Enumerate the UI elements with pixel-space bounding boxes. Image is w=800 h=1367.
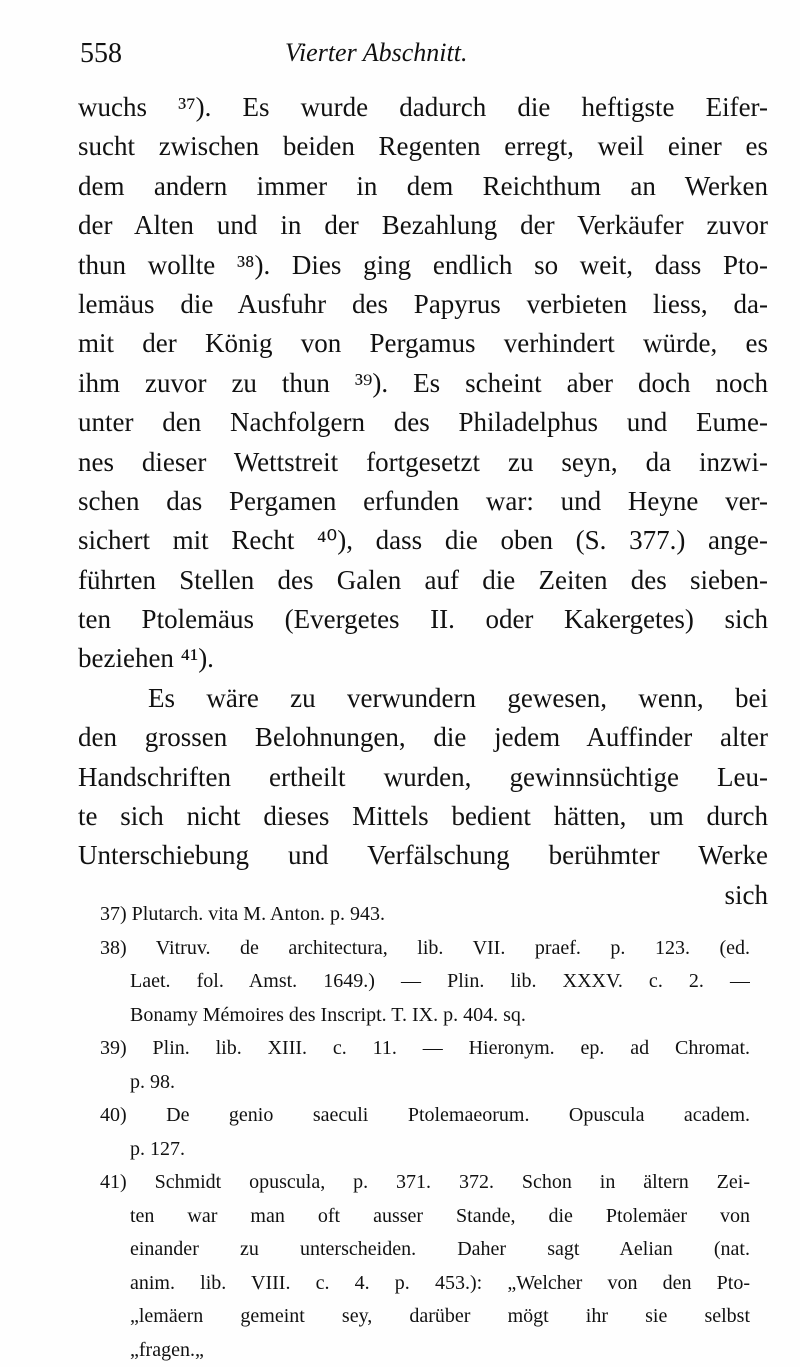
footnote-line: „lemäern gemeint sey, darüber mögt ihr sie selbst bbox=[100, 1300, 750, 1334]
footnote-line: einander zu unterscheiden. Daher sagt Aelian (nat. bbox=[100, 1233, 750, 1267]
footnote-line: „fragen.„ bbox=[100, 1334, 750, 1367]
footnote-line: 39) Plin. lib. XIII. c. 11. — Hieronym. ep. ad Chromat. bbox=[100, 1032, 750, 1066]
page-number: 558 bbox=[80, 38, 122, 70]
footnote-line: 38) Vitruv. de architectura, lib. VII. praef. p. 123. (ed. bbox=[100, 932, 750, 966]
text-line: führten Stellen des Galen auf die Zeiten des sieben- bbox=[78, 561, 768, 600]
text-line: unter den Nachfolgern des Philadelphus und Eume- bbox=[78, 403, 768, 442]
footnotes bbox=[100, 898, 750, 1367]
catchword: sich bbox=[78, 876, 768, 915]
text-line: thun wollte ³⁸). Dies ging endlich so weit, dass Pto- bbox=[78, 246, 768, 285]
text-line: te sich nicht dieses Mittels bedient hätten, um durch bbox=[78, 797, 768, 836]
footnote-line: 40) De genio saeculi Ptolemaeorum. Opuscula academ. bbox=[100, 1099, 750, 1133]
text-line: sichert mit Recht ⁴⁰), dass die oben (S. 377.) ange- bbox=[78, 521, 768, 560]
text-line: Es wäre zu verwundern gewesen, wenn, bei bbox=[78, 679, 768, 718]
footnote-line: Laet. fol. Amst. 1649.) — Plin. lib. XXXV. c. 2. — bbox=[100, 965, 750, 999]
footnote-line: p. 127. bbox=[100, 1133, 750, 1167]
text-line: Unterschiebung und Verfälschung berühmter Werke bbox=[78, 836, 768, 875]
text-line: dem andern immer in dem Reichthum an Werken bbox=[78, 167, 768, 206]
text-line: wuchs ³⁷). Es wurde dadurch die heftigste Eifer- bbox=[78, 88, 768, 127]
text-line: ihm zuvor zu thun ³⁹). Es scheint aber doch noch bbox=[78, 364, 768, 403]
footnote-line: anim. lib. VIII. c. 4. p. 453.): „Welcher von den Pto- bbox=[100, 1267, 750, 1301]
running-title: Vierter Abschnitt. bbox=[285, 38, 467, 68]
text-line: mit der König von Pergamus verhindert würde, es bbox=[78, 324, 768, 363]
text-line: beziehen ⁴¹). bbox=[78, 639, 768, 678]
text-line: schen das Pergamen erfunden war: und Heyne ver- bbox=[78, 482, 768, 521]
text-line: ten Ptolemäus (Evergetes II. oder Kakergetes) sich bbox=[78, 600, 768, 639]
footnote-line: 41) Schmidt opuscula, p. 371. 372. Schon in ältern Zei- bbox=[100, 1166, 750, 1200]
footnote-line: ten war man oft ausser Stande, die Ptolemäer von bbox=[100, 1200, 750, 1234]
main-text bbox=[78, 88, 768, 915]
text-line: sucht zwischen beiden Regenten erregt, weil einer es bbox=[78, 127, 768, 166]
footnote-line: Bonamy Mémoires des Inscript. T. IX. p. 404. sq. bbox=[100, 999, 750, 1033]
text-line: den grossen Belohnungen, die jedem Auffinder alter bbox=[78, 718, 768, 757]
text-line: Handschriften ertheilt wurden, gewinnsüchtige Leu- bbox=[78, 758, 768, 797]
text-line: nes dieser Wettstreit fortgesetzt zu seyn, da inzwi- bbox=[78, 443, 768, 482]
footnote-line: 37) Plutarch. vita M. Anton. p. 943. bbox=[100, 898, 750, 932]
page-header bbox=[80, 38, 760, 78]
text-line: lemäus die Ausfuhr des Papyrus verbieten liess, da- bbox=[78, 285, 768, 324]
text-line: der Alten und in der Bezahlung der Verkäufer zuvor bbox=[78, 206, 768, 245]
footnote-line: p. 98. bbox=[100, 1066, 750, 1100]
